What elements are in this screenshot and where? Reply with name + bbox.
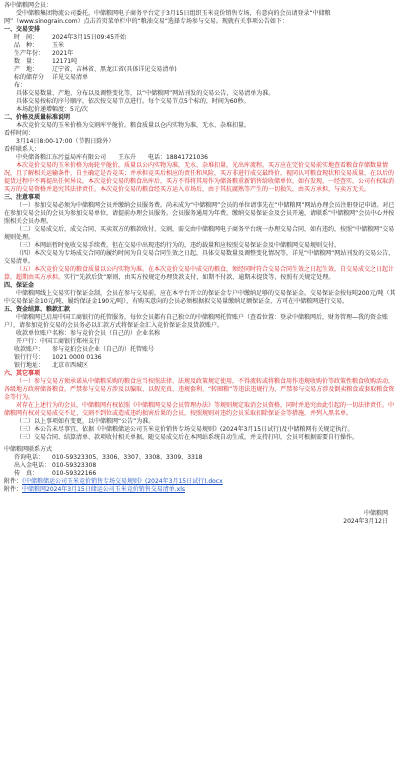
commitment-red: （一）参与交易方须承诺从中储粮采购的粮食应当按照法律、法规及政策规定使用，不得流转或将粮食用作违规收购价等政策性粮食收购活动，各级地方政府储备粮食。严禁参与交易方涉及以骗取、以假充真、违规套利、“转圈粮”等违法违规行为，严禁参与交易方涉及倒卖粮食或套取粮食资金等行为。 — [4, 378, 395, 401]
red-text: （五）本次竞价交易的粮食质量以公内实物为准。在本次竞价交易中成交的粮食，须经同时符合交易合同生效之日起生效，自交易成交之日起计算，超期由买方承担。 — [4, 266, 395, 281]
bank-info-list — [4, 346, 396, 370]
contact-key: 传 真： — [14, 470, 39, 477]
paragraph: 中储粮网已启用中国工商银行的托管服务，每位会员都有自己独立的中储粮网托管账户（查看位置：登录中储粮网后，财务管理—我的资金账户），请参加竞价交易的会员务必以汇款方式将保证金汇入竞价保证金及货款账户。 — [4, 314, 389, 329]
visit-time: 3月14日8:00-17:00（节假日除外） — [16, 138, 115, 145]
attachment-rules-link[interactable]: 《中储粮储运公司玉米竞价销售专场交易规则》(2024年3月15日试行).docx — [22, 478, 223, 485]
info-value: 12171吨 — [52, 58, 78, 65]
bank-value: 参与竞拍会员企业（自己的）托管账号 — [52, 346, 155, 353]
bank-value: 北京市西城区 — [52, 362, 89, 369]
info-row — [4, 34, 396, 42]
info-value: 2021年 — [52, 50, 74, 57]
paragraph: 具体交易数量、产地、分布以及调整变化等，以“中储粮网”网站刊发的交易公告、交易清单为准。 — [16, 90, 275, 97]
section-title-deposit: 四、保证金 — [4, 282, 35, 289]
paragraph: （二）交易成交后，成交合同、买卖双方的粮款收付、交割，需交由中储粮网电子商务平台统一办理交易合同，如有违约，按照“中储粮网”交易规则处理。 — [4, 226, 395, 241]
bank-row — [4, 354, 396, 362]
visit-contact: 中央储备粮江东污益局库有限公司 王东升 电话：18841721036 — [16, 154, 208, 161]
quality-notice-red: 本次竞价交易的玉米价格为海轮平舱价，质量以公内实物为准，无水、杂堆扣量，光出库流程。买方应在完价交易前实地查看粮食存储数量情况，且了解相关运输条件，自主确定是否竞买；并承担竞买后相应的责任和风险，买方非进行成交最终价，视同认可粮食现状和交易质量，在以后的提货过程中不再提出任何异议。本次竞价交易的粮食出库后，买方不得将其用作为储备粮重新销售给收储单位，如有发现，一经查实，公司有权取消买方的交易资格并追究其法律责任。本次竞价交易的粮食经买方运入市场后，由于其抗腐熟等产生的一切损失，由买方承担，与卖方无关。 — [4, 162, 395, 193]
contact-row — [4, 454, 396, 462]
section-title-notes: 三、注意事项 — [4, 194, 41, 201]
paragraph: 具体交易按标的序号顺序，依次按交易节点进行。每个交易节点5个标的，时间为60秒。 — [16, 98, 250, 105]
signature-date: 2024年3月12日 — [343, 518, 388, 525]
attachment-label: 附件： — [4, 478, 23, 485]
bank-key: 收款账户： — [14, 346, 45, 353]
bank-key: 银行地址： — [14, 362, 45, 369]
info-key: 数 量： — [14, 58, 39, 65]
contact-title: 中储粮网联系方式 — [4, 446, 53, 453]
paragraph: 本场起价递增幅度：5元/次 — [16, 106, 88, 113]
contact-row — [4, 462, 396, 470]
section-title-trading-arrangement: 一、交易安排 — [4, 26, 41, 33]
info-value: 2024年3月15日09:45开始 — [52, 34, 127, 41]
contact-value: 010-59322166 — [52, 470, 97, 477]
bank-label: 开户行：中国工商银行郑州支行 — [16, 338, 101, 345]
visit-contact-label: 看样联系人： — [4, 146, 41, 153]
trading-info-list — [4, 34, 396, 90]
info-row — [4, 50, 396, 58]
contact-key: 咨询电话： — [14, 454, 45, 461]
signature-org: 中储粮网 — [363, 510, 388, 517]
section-title-settlement: 五、资金结算、粮款汇款 — [4, 306, 71, 313]
info-row — [4, 42, 396, 50]
info-value: 详见交易清单 — [52, 74, 89, 81]
contact-value: 010-59323305、3306、3307、3308、3309、3318 — [52, 454, 203, 461]
info-key: 标的储存分布： — [14, 74, 45, 89]
info-value: 辽宁省、吉林省、黑龙江省(具体详见交易清单) — [52, 66, 177, 73]
paragraph: （四）本次交易为专场成交合同的履约时间为自交易合同生效之日起，具体交易数量及调整变化情况等，详见“中储粮网”网站刊发的交易公告、交易清单。 — [4, 250, 395, 265]
attachment-rules — [4, 478, 396, 486]
paragraph: （三）本公告未尽事宜，依据《中储粮储运公司玉米竞价销售专场交易规则》(2024年3月15日试行)及中储粮网有关规定执行。 — [16, 426, 354, 433]
bank-key: 银行行号： — [14, 354, 45, 361]
info-row — [4, 58, 396, 66]
visit-title: 看样时间： — [4, 130, 35, 137]
attachment-list-link[interactable]: 中储粮网2024年3月15日储运公司玉米竞价销售交易清单.xls — [22, 486, 185, 493]
info-row — [4, 74, 396, 90]
contact-value: 010-59323308 — [52, 462, 97, 469]
info-key: 时 间： — [14, 34, 39, 41]
attachment-list — [4, 486, 396, 494]
section-title-other: 六、其它事项 — [4, 370, 41, 377]
contact-key: 出入金电话： — [14, 462, 51, 469]
paragraph — [4, 266, 396, 282]
bank-row — [4, 362, 396, 370]
paragraph: 本次竞价交易的玉米价格为交割库平舱价。粮食质量以仓内实物为准，无水、杂堆扣量。 — [16, 122, 251, 129]
bank-row — [4, 346, 396, 354]
paragraph: （三）本网站暂时免收交易手续费，但在交易中出现违约行为的，违约载量和应按照交易保证金及中储粮网交易规则交付。 — [16, 242, 341, 249]
info-row — [4, 66, 396, 74]
greeting: 各中储粮网会员： — [4, 2, 53, 9]
paragraph: （一）参加交易必须为中储粮网会员并缴纳会员服务费。尚未成为“中储粮网”会员的单位请事先在“中储粮网”网站办理会员注册登记申请。对已在参加交易会员的会员为参加交易单位，请提前办理会员服务。会员服务通用为年费，缴纳交易保证金及会员开通，请联系“中储粮网”会员中心并按照相关会员办理。 — [4, 202, 395, 225]
info-key: 品 种： — [14, 42, 39, 49]
paragraph: 中储粮网线上交易实行保证金制，会员在参与交易前，应在本平台开立的保证金专户中缴纳足够的交易保证金。交易保证金按每吨200元/吨（其中交易保证金10元/吨、履约保证金190元/吨），有购买意向的会员必须根据拟交易量缴纳足额保证金，方可在中储粮网进行交易。 — [4, 290, 396, 305]
account-intro: 收款单位账户名称：参与竞价会员（自己的）企业名称 — [16, 330, 161, 337]
paragraph: （三）交易合同、结算清单、款项收付相关单据，随交易成交后在本网站系统自动生成，并支持打印，会员可根据需要自行操作。 — [16, 434, 359, 441]
info-key: 产 地： — [14, 66, 39, 73]
bank-value: 1021 0000 0136 — [52, 354, 102, 361]
info-key: 生产年份： — [14, 50, 45, 57]
paragraph: （二）以上事项如有变更，以中储粮网“公告”为准。 — [16, 418, 155, 425]
contact-list — [4, 454, 396, 478]
plain-text: 实行“先款后货”原则，由买方按规定办理货款支付，如期不付款、逾期未提货等，按照有关规定处理。 — [64, 274, 335, 281]
penalty-red: 对存在上述行为的会员，中储粮网有权依照《中储粮网交易会员管理办法》等规则规定取消会员资格，同时并追究由此引起的一切法律责任。中储粮网有权对交易成交不足、交割不到位或造成违约损害后果的会员，按照规则对违约会员采取扣除保证金等措施，并列入黑名单。 — [4, 402, 395, 417]
attachment-label: 附件： — [4, 486, 23, 493]
section-title-price-quality: 二、价格及质量标准说明 — [4, 114, 71, 121]
intro-paragraph: 受中储粮集团物流公司委托，中储粮网电子商务平台定于3月15日组织玉米竞价销售专场，有意向的会员请登录“中储粮网”（www.sinograin.com）点击首页菜单栏中的“粮油交易”选择专场参与交易。现就有关事项公告如下： — [4, 10, 331, 25]
contact-row — [4, 470, 396, 478]
info-value: 玉米 — [52, 42, 65, 49]
